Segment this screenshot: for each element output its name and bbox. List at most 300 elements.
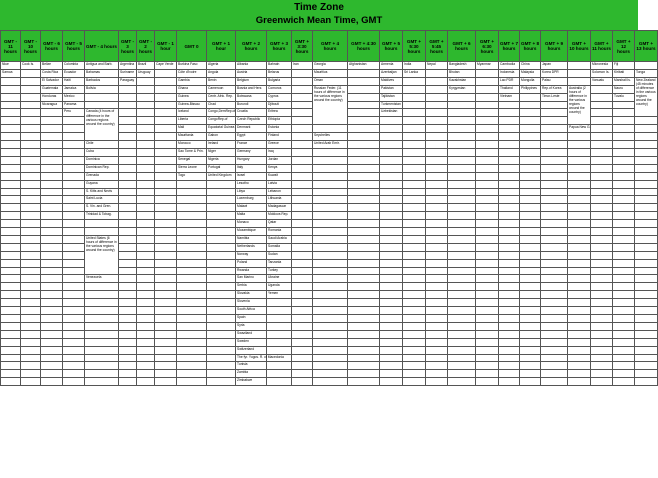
note-cell: Canada (4 hours of difference in the various regions around the country) bbox=[85, 109, 119, 141]
table-cell bbox=[1, 156, 21, 164]
table-cell bbox=[520, 307, 541, 315]
table-cell bbox=[41, 228, 63, 236]
table-cell bbox=[591, 243, 613, 251]
table-cell bbox=[1, 378, 21, 386]
table-cell bbox=[568, 338, 591, 346]
table-cell: Japan bbox=[541, 62, 568, 70]
table-cell bbox=[119, 85, 137, 93]
table-cell bbox=[348, 275, 380, 283]
table-cell bbox=[403, 172, 426, 180]
table-cell bbox=[476, 362, 499, 370]
table-cell bbox=[155, 204, 177, 212]
table-cell: Serbia bbox=[236, 283, 267, 291]
table-cell bbox=[541, 299, 568, 307]
table-cell: Costa Rica bbox=[41, 69, 63, 77]
table-cell: Sweden bbox=[236, 338, 267, 346]
table-cell bbox=[41, 196, 63, 204]
table-cell: Argentina bbox=[119, 62, 137, 70]
table-cell bbox=[380, 267, 403, 275]
table-cell bbox=[63, 370, 85, 378]
table-cell bbox=[380, 180, 403, 188]
table-cell bbox=[292, 299, 313, 307]
column-header: GMT + 10 hours bbox=[568, 31, 591, 62]
table-cell bbox=[541, 346, 568, 354]
table-row bbox=[1, 141, 658, 149]
table-cell bbox=[1, 354, 21, 362]
table-cell bbox=[541, 243, 568, 251]
table-cell bbox=[426, 378, 448, 386]
table-cell bbox=[348, 148, 380, 156]
table-cell bbox=[1, 267, 21, 275]
table-cell bbox=[591, 354, 613, 362]
table-cell bbox=[292, 141, 313, 149]
table-cell bbox=[41, 220, 63, 228]
table-cell bbox=[63, 299, 85, 307]
table-cell bbox=[448, 141, 476, 149]
table-cell bbox=[41, 307, 63, 315]
table-cell bbox=[1, 370, 21, 378]
table-cell bbox=[476, 283, 499, 291]
table-cell bbox=[476, 267, 499, 275]
table-row bbox=[1, 307, 658, 315]
table-cell bbox=[63, 148, 85, 156]
table-cell: Pakistan bbox=[380, 85, 403, 93]
table-cell bbox=[313, 204, 348, 212]
header-row bbox=[1, 31, 658, 62]
table-cell: Uganda bbox=[267, 283, 292, 291]
table-cell bbox=[41, 322, 63, 330]
table-cell bbox=[313, 362, 348, 370]
table-cell: Guatemala bbox=[41, 85, 63, 93]
table-cell bbox=[499, 354, 520, 362]
table-cell: Vietnam bbox=[499, 93, 520, 101]
table-cell bbox=[380, 291, 403, 299]
table-cell: Kazakhstan bbox=[448, 77, 476, 85]
table-cell bbox=[613, 133, 635, 141]
table-cell bbox=[403, 251, 426, 259]
table-cell bbox=[635, 156, 658, 164]
table-cell bbox=[568, 251, 591, 259]
table-cell: Colombia bbox=[63, 62, 85, 70]
table-cell bbox=[292, 101, 313, 109]
table-cell bbox=[63, 315, 85, 323]
table-cell bbox=[1, 283, 21, 291]
table-cell bbox=[476, 156, 499, 164]
table-cell bbox=[635, 330, 658, 338]
table-cell bbox=[85, 378, 119, 386]
table-cell bbox=[448, 378, 476, 386]
table-cell bbox=[137, 196, 155, 204]
table-cell bbox=[520, 291, 541, 299]
table-cell: Djibouti bbox=[267, 101, 292, 109]
table-cell: Bahamas bbox=[85, 69, 119, 77]
table-cell bbox=[348, 307, 380, 315]
table-cell bbox=[119, 204, 137, 212]
table-cell: Portugal bbox=[207, 164, 236, 172]
table-cell bbox=[21, 251, 41, 259]
table-cell: Trinidad & Tobag. bbox=[85, 212, 119, 220]
table-cell bbox=[292, 251, 313, 259]
table-cell bbox=[1, 117, 21, 125]
table-cell bbox=[119, 330, 137, 338]
table-cell: Nauru bbox=[613, 85, 635, 93]
table-cell bbox=[568, 315, 591, 323]
table-cell bbox=[476, 251, 499, 259]
table-cell bbox=[21, 156, 41, 164]
table-cell bbox=[137, 251, 155, 259]
table-cell bbox=[292, 125, 313, 133]
table-cell bbox=[21, 204, 41, 212]
table-cell bbox=[155, 235, 177, 243]
table-cell: Seychelles bbox=[313, 133, 348, 141]
table-cell bbox=[635, 370, 658, 378]
table-cell bbox=[292, 346, 313, 354]
table-cell bbox=[476, 299, 499, 307]
table-cell bbox=[403, 204, 426, 212]
table-cell bbox=[591, 204, 613, 212]
table-cell bbox=[137, 117, 155, 125]
table-cell bbox=[155, 156, 177, 164]
table-cell bbox=[591, 133, 613, 141]
table-row bbox=[1, 220, 658, 228]
table-cell bbox=[476, 101, 499, 109]
table-cell bbox=[155, 338, 177, 346]
table-cell bbox=[21, 133, 41, 141]
table-cell bbox=[426, 322, 448, 330]
table-cell bbox=[207, 275, 236, 283]
table-cell bbox=[348, 378, 380, 386]
table-cell bbox=[1, 141, 21, 149]
table-cell bbox=[313, 243, 348, 251]
table-cell bbox=[177, 235, 207, 243]
table-cell: Haiti bbox=[63, 77, 85, 85]
table-cell bbox=[541, 180, 568, 188]
table-cell bbox=[292, 370, 313, 378]
table-cell: Maldives bbox=[380, 77, 403, 85]
table-cell bbox=[448, 180, 476, 188]
table-row bbox=[1, 346, 658, 354]
table-cell: Armenia bbox=[380, 62, 403, 70]
table-cell bbox=[137, 283, 155, 291]
table-cell bbox=[476, 125, 499, 133]
table-cell bbox=[207, 330, 236, 338]
table-cell bbox=[499, 109, 520, 117]
table-cell bbox=[21, 172, 41, 180]
table-cell bbox=[267, 370, 292, 378]
table-cell bbox=[613, 251, 635, 259]
table-cell bbox=[177, 354, 207, 362]
table-cell bbox=[21, 346, 41, 354]
table-cell bbox=[292, 354, 313, 362]
table-cell bbox=[292, 188, 313, 196]
table-cell: Saudi Arabia bbox=[267, 235, 292, 243]
table-cell bbox=[613, 299, 635, 307]
table-cell bbox=[635, 125, 658, 133]
table-cell bbox=[63, 338, 85, 346]
table-cell bbox=[207, 354, 236, 362]
table-cell bbox=[448, 283, 476, 291]
table-cell bbox=[541, 141, 568, 149]
table-cell bbox=[568, 204, 591, 212]
table-cell bbox=[41, 275, 63, 283]
table-cell bbox=[613, 180, 635, 188]
table-cell bbox=[541, 259, 568, 267]
table-cell bbox=[207, 283, 236, 291]
table-cell bbox=[155, 251, 177, 259]
table-cell bbox=[568, 164, 591, 172]
table-cell bbox=[207, 338, 236, 346]
table-cell bbox=[1, 291, 21, 299]
table-cell bbox=[155, 346, 177, 354]
table-cell bbox=[448, 204, 476, 212]
table-cell bbox=[292, 291, 313, 299]
column-header: GMT + 5 hours bbox=[380, 31, 403, 62]
table-cell bbox=[177, 330, 207, 338]
table-cell: Netherlands bbox=[236, 243, 267, 251]
table-cell bbox=[292, 196, 313, 204]
table-cell bbox=[635, 148, 658, 156]
table-cell: Luxemburg bbox=[236, 196, 267, 204]
table-cell bbox=[426, 117, 448, 125]
table-cell bbox=[426, 220, 448, 228]
table-cell bbox=[448, 156, 476, 164]
table-cell: Tunisia bbox=[236, 362, 267, 370]
table-cell bbox=[448, 315, 476, 323]
table-cell bbox=[207, 220, 236, 228]
table-cell bbox=[426, 141, 448, 149]
table-cell: Suriname bbox=[119, 69, 137, 77]
table-cell bbox=[568, 259, 591, 267]
table-cell bbox=[63, 204, 85, 212]
table-cell bbox=[591, 315, 613, 323]
table-cell bbox=[403, 164, 426, 172]
table-cell bbox=[476, 307, 499, 315]
table-cell bbox=[207, 315, 236, 323]
column-header: GMT - 5 hours bbox=[63, 31, 85, 62]
table-row bbox=[1, 378, 658, 386]
table-cell bbox=[591, 196, 613, 204]
table-cell bbox=[635, 322, 658, 330]
table-cell bbox=[403, 196, 426, 204]
table-cell bbox=[177, 378, 207, 386]
table-cell: India bbox=[403, 62, 426, 70]
table-cell bbox=[21, 188, 41, 196]
table-cell: Rwanda bbox=[236, 267, 267, 275]
table-cell: Denmark bbox=[236, 125, 267, 133]
table-cell bbox=[448, 93, 476, 101]
table-cell bbox=[292, 338, 313, 346]
table-cell bbox=[348, 141, 380, 149]
table-cell bbox=[63, 228, 85, 236]
table-cell bbox=[348, 299, 380, 307]
table-cell: Liberia bbox=[177, 117, 207, 125]
table-cell bbox=[348, 85, 380, 93]
table-cell bbox=[119, 243, 137, 251]
table-cell: Cyprus bbox=[267, 93, 292, 101]
table-cell bbox=[613, 156, 635, 164]
table-body bbox=[1, 62, 658, 386]
table-cell bbox=[85, 93, 119, 101]
table-cell: Equatorial Guinea bbox=[207, 125, 236, 133]
table-cell bbox=[613, 243, 635, 251]
table-cell bbox=[85, 322, 119, 330]
table-cell bbox=[635, 188, 658, 196]
table-cell: Vanuatu bbox=[591, 77, 613, 85]
table-cell bbox=[520, 322, 541, 330]
table-cell bbox=[41, 141, 63, 149]
table-cell bbox=[520, 156, 541, 164]
table-cell bbox=[85, 228, 119, 236]
table-cell bbox=[520, 93, 541, 101]
table-cell bbox=[207, 204, 236, 212]
table-cell bbox=[380, 133, 403, 141]
table-cell bbox=[119, 228, 137, 236]
table-cell: Gambia bbox=[177, 77, 207, 85]
table-cell: Dominican Rep. bbox=[85, 164, 119, 172]
table-cell bbox=[448, 117, 476, 125]
table-cell: Kyrgyzstan bbox=[448, 85, 476, 93]
table-cell bbox=[499, 307, 520, 315]
table-cell bbox=[85, 362, 119, 370]
table-cell bbox=[155, 212, 177, 220]
table-cell: Bosnia and Herz. bbox=[236, 85, 267, 93]
table-cell bbox=[426, 275, 448, 283]
table-cell bbox=[207, 259, 236, 267]
table-cell bbox=[520, 164, 541, 172]
table-cell bbox=[635, 180, 658, 188]
table-cell bbox=[313, 338, 348, 346]
table-cell bbox=[380, 299, 403, 307]
table-cell bbox=[137, 125, 155, 133]
table-cell bbox=[635, 299, 658, 307]
table-cell bbox=[635, 354, 658, 362]
table-cell: Kuwait bbox=[267, 172, 292, 180]
table-cell bbox=[499, 188, 520, 196]
table-cell bbox=[568, 172, 591, 180]
table-cell: Cape Verde bbox=[155, 62, 177, 70]
column-header: GMT + 6 hours bbox=[448, 31, 476, 62]
table-cell bbox=[119, 338, 137, 346]
table-cell bbox=[348, 346, 380, 354]
table-cell bbox=[177, 180, 207, 188]
table-cell: Gabon bbox=[207, 133, 236, 141]
table-cell bbox=[137, 133, 155, 141]
table-cell bbox=[177, 370, 207, 378]
table-cell bbox=[541, 228, 568, 236]
table-cell bbox=[520, 172, 541, 180]
table-cell bbox=[426, 354, 448, 362]
table-cell bbox=[613, 212, 635, 220]
table-cell bbox=[348, 164, 380, 172]
table-cell bbox=[41, 117, 63, 125]
table-cell bbox=[207, 291, 236, 299]
table-cell bbox=[41, 259, 63, 267]
table-cell: Germany bbox=[236, 148, 267, 156]
table-cell bbox=[568, 330, 591, 338]
table-cell bbox=[568, 220, 591, 228]
table-cell bbox=[591, 188, 613, 196]
table-cell bbox=[1, 322, 21, 330]
table-cell: Jamaica bbox=[63, 85, 85, 93]
column-header: GMT + 8 hours bbox=[520, 31, 541, 62]
table-cell bbox=[403, 330, 426, 338]
table-cell bbox=[426, 338, 448, 346]
table-cell bbox=[177, 322, 207, 330]
table-cell bbox=[568, 196, 591, 204]
table-cell bbox=[155, 117, 177, 125]
table-cell: Centr. Afric. Rep. bbox=[207, 93, 236, 101]
table-cell bbox=[292, 228, 313, 236]
table-row bbox=[1, 62, 658, 70]
table-cell bbox=[1, 172, 21, 180]
table-cell bbox=[137, 93, 155, 101]
table-cell bbox=[568, 275, 591, 283]
table-cell bbox=[119, 275, 137, 283]
table-cell bbox=[1, 101, 21, 109]
table-cell bbox=[591, 338, 613, 346]
table-cell bbox=[85, 338, 119, 346]
table-cell: S. Kitts and Nevis bbox=[85, 188, 119, 196]
table-cell bbox=[41, 251, 63, 259]
table-cell bbox=[568, 267, 591, 275]
table-cell bbox=[137, 322, 155, 330]
table-cell bbox=[476, 117, 499, 125]
table-cell bbox=[155, 275, 177, 283]
table-cell: Turkey bbox=[267, 267, 292, 275]
table-cell bbox=[21, 212, 41, 220]
table-cell bbox=[476, 378, 499, 386]
table-cell: Senegal bbox=[177, 156, 207, 164]
table-cell bbox=[313, 267, 348, 275]
table-cell bbox=[348, 235, 380, 243]
table-cell bbox=[635, 62, 658, 70]
table-cell bbox=[568, 141, 591, 149]
table-cell bbox=[591, 220, 613, 228]
table-cell bbox=[119, 235, 137, 243]
table-cell bbox=[348, 188, 380, 196]
table-cell bbox=[499, 212, 520, 220]
table-cell bbox=[541, 188, 568, 196]
table-cell bbox=[21, 125, 41, 133]
table-cell bbox=[448, 172, 476, 180]
table-cell bbox=[177, 196, 207, 204]
table-cell bbox=[41, 354, 63, 362]
table-cell bbox=[520, 338, 541, 346]
table-cell: Czech Republic bbox=[236, 117, 267, 125]
column-header: GMT - 1 hour bbox=[155, 31, 177, 62]
table-cell bbox=[403, 101, 426, 109]
table-cell bbox=[426, 228, 448, 236]
table-cell bbox=[476, 69, 499, 77]
table-cell bbox=[155, 370, 177, 378]
table-cell bbox=[499, 172, 520, 180]
table-cell bbox=[520, 180, 541, 188]
table-cell bbox=[541, 101, 568, 109]
table-cell bbox=[41, 188, 63, 196]
table-cell bbox=[21, 243, 41, 251]
table-cell bbox=[137, 101, 155, 109]
table-cell bbox=[520, 354, 541, 362]
table-cell bbox=[21, 291, 41, 299]
table-cell bbox=[568, 69, 591, 77]
table-cell bbox=[63, 259, 85, 267]
title-band bbox=[0, 0, 638, 31]
table-cell bbox=[313, 299, 348, 307]
table-cell bbox=[63, 196, 85, 204]
table-cell bbox=[380, 125, 403, 133]
table-cell bbox=[348, 69, 380, 77]
table-cell bbox=[21, 378, 41, 386]
